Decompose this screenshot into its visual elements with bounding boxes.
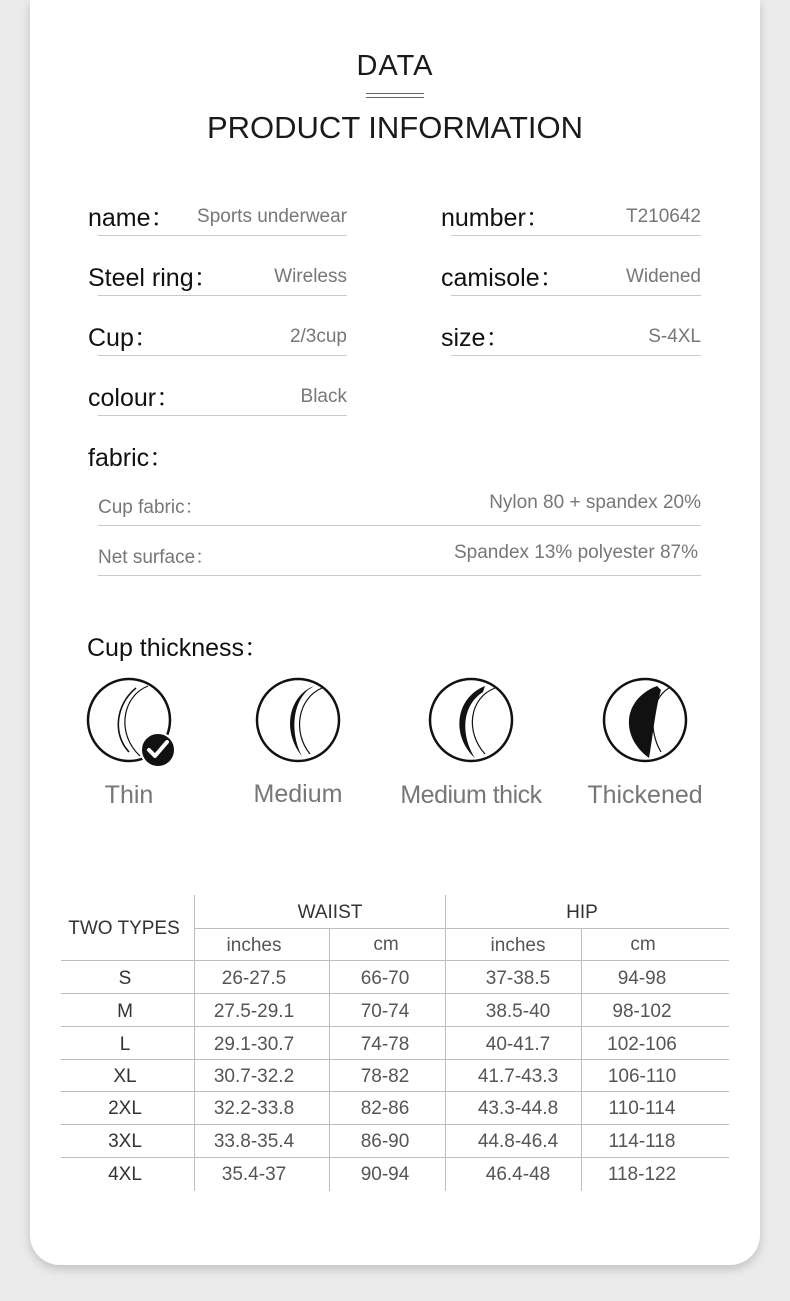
table-cell: 27.5-29.1	[213, 1001, 295, 1022]
table-row	[120, 1034, 677, 1055]
table-cell: 78-82	[360, 1066, 410, 1087]
table-cell: 46.4-48	[485, 1164, 551, 1185]
table-cell: 86-90	[360, 1131, 410, 1152]
table-cell: 30.7-32.2	[213, 1066, 295, 1087]
cup-option-thickened-label: Thickened	[587, 781, 703, 809]
field-camisole-value: Widened	[626, 266, 701, 287]
field-steel-ring-label: Steel ring：	[88, 264, 219, 292]
table-cell: 37-38.5	[485, 968, 551, 989]
table-cell: 2XL	[108, 1098, 142, 1119]
table-unit-header: cm	[373, 934, 399, 955]
table-row	[108, 1131, 675, 1152]
cup-option-medium-thick-label: Medium thick	[400, 781, 542, 809]
table-cell: 74-78	[360, 1034, 410, 1055]
table-unit-header: cm	[630, 934, 656, 955]
field-size-label: size：	[441, 324, 511, 352]
field-cup-label: Cup：	[88, 324, 159, 352]
cup-option-thin-label: Thin	[104, 781, 154, 809]
product-information-heading: PRODUCT INFORMATION	[206, 110, 583, 145]
table-cell: L	[119, 1034, 131, 1055]
table-cell: 44.8-46.4	[477, 1131, 559, 1152]
fabric-net-value: Spandex 13% polyester 87%	[454, 542, 698, 563]
table-cell: 29.1-30.7	[213, 1034, 295, 1055]
data-heading: DATA	[356, 50, 434, 82]
table-cell: 98-102	[612, 1001, 672, 1022]
field-name-label: name：	[88, 204, 176, 232]
fabric-heading: fabric：	[88, 444, 175, 472]
field-colour-value: Black	[300, 386, 347, 407]
table-unit-header: inches	[490, 935, 546, 956]
table-cell: 82-86	[360, 1098, 410, 1119]
table-cell: 43.3-44.8	[477, 1098, 559, 1119]
field-number-value: T210642	[625, 206, 701, 227]
table-row	[117, 1001, 672, 1022]
fabric-cup-value: Nylon 80 + spandex 20%	[489, 492, 701, 513]
table-cell: 70-74	[360, 1001, 410, 1022]
table-cell: 35.4-37	[221, 1164, 287, 1185]
table-cell: M	[117, 1001, 133, 1022]
table-cell: 38.5-40	[485, 1001, 551, 1022]
field-size-value: S-4XL	[648, 326, 701, 347]
table-cell: 32.2-33.8	[213, 1098, 295, 1119]
table-row	[119, 968, 667, 989]
field-colour-label: colour：	[88, 384, 182, 412]
cup-option-medium-label: Medium	[253, 780, 343, 808]
table-cell: 40-41.7	[485, 1034, 551, 1055]
table-cell: 41.7-43.3	[477, 1066, 559, 1087]
cup-thickness-heading: Cup thickness：	[87, 634, 270, 662]
table-corner-header: TWO TYPES	[68, 918, 180, 939]
field-number-label: number：	[441, 204, 551, 232]
fabric-net-label: Net surface：	[98, 547, 215, 568]
table-cell: 118-122	[607, 1164, 677, 1185]
field-steel-ring-value: Wireless	[274, 266, 347, 287]
field-camisole-label: camisole：	[441, 264, 565, 292]
table-cell: 106-110	[607, 1066, 677, 1087]
table-cell: 90-94	[360, 1164, 410, 1185]
field-cup-value: 2/3cup	[289, 326, 347, 347]
table-cell: 102-106	[607, 1034, 677, 1055]
table-row	[108, 1098, 676, 1119]
table-cell: 33.8-35.4	[213, 1131, 295, 1152]
table-cell: 66-70	[360, 968, 410, 989]
table-group-header-hip: HIP	[566, 902, 598, 923]
table-cell: 110-114	[608, 1098, 676, 1119]
table-unit-header: inches	[226, 935, 282, 956]
table-row	[108, 1164, 676, 1185]
table-cell: 94-98	[617, 968, 667, 989]
table-cell: S	[118, 968, 132, 989]
fabric-cup-label: Cup fabric：	[98, 497, 204, 518]
table-cell: 114-118	[608, 1131, 676, 1152]
table-cell: 3XL	[108, 1131, 142, 1152]
table-cell: 4XL	[108, 1164, 142, 1185]
table-cell: 26-27.5	[221, 968, 287, 989]
field-name-value: Sports underwear	[197, 206, 347, 227]
table-cell: XL	[113, 1066, 137, 1087]
table-group-header-waist: WAIIST	[297, 902, 363, 923]
table-row	[113, 1066, 676, 1087]
